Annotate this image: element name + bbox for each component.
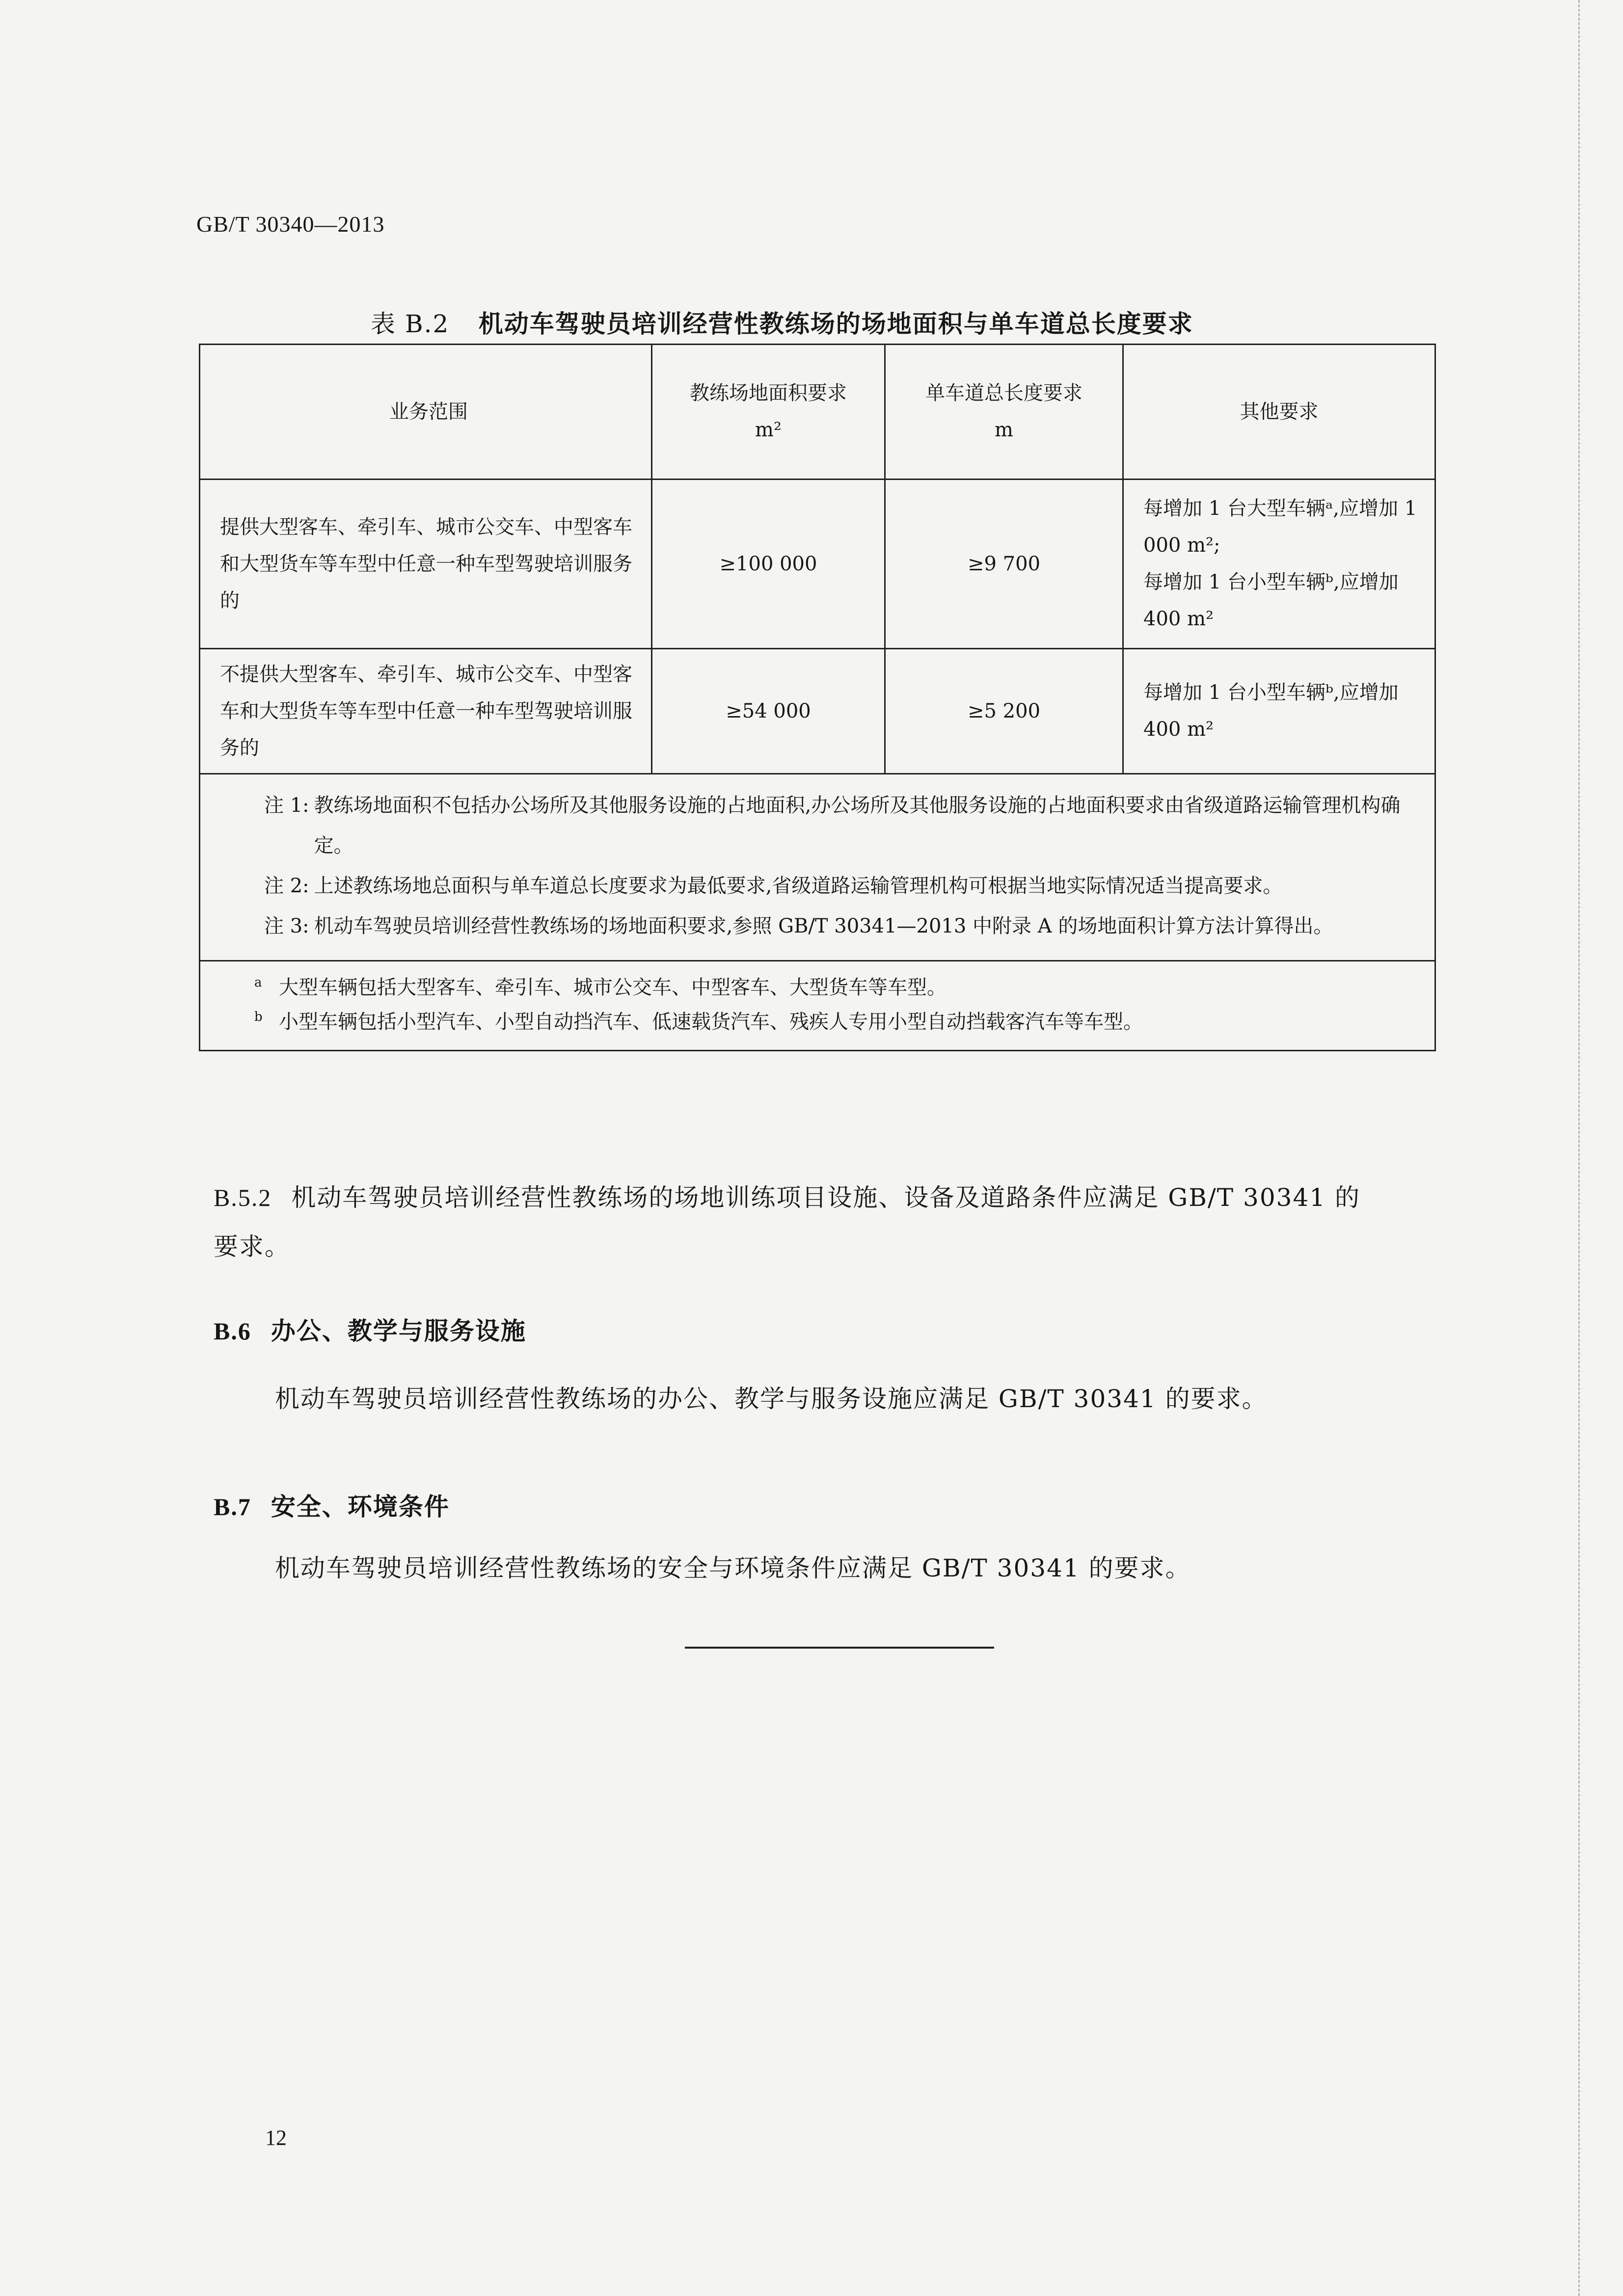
header-area-unit: m² (755, 419, 782, 441)
footnote-b (254, 1005, 1415, 1039)
page-number: 12 (265, 2126, 287, 2150)
clause-b6-number: B.6 (214, 1317, 251, 1345)
footnote-a-mark: a (254, 975, 262, 990)
row2-other (1123, 649, 1435, 774)
table-header-row (200, 345, 1435, 480)
table-title: 机动车驾驶员培训经营性教练场的场地面积与单车道总长度要求 (478, 309, 1193, 338)
footnote-a (254, 970, 1415, 1005)
clause-b7-title: 安全、环境条件 (270, 1492, 450, 1521)
end-rule (685, 1647, 994, 1649)
table-footnotes-row (200, 961, 1435, 1051)
header-other: 其他要求 (1123, 345, 1435, 480)
clause-b52-text-cont: 要求。 (214, 1232, 290, 1261)
clause-b52 (214, 1173, 1441, 1271)
note-2 (264, 866, 1415, 906)
table-caption (371, 304, 1193, 340)
row2-area: ≥54 000 (652, 649, 885, 774)
header-lane-unit: m (995, 419, 1013, 441)
header-area (652, 345, 885, 480)
clause-b52-text: 机动车驾驶员培训经营性教练场的场地训练项目设施、设备及道路条件应满足 GB/T 30341 的 (291, 1183, 1360, 1212)
clause-b7-heading (214, 1487, 450, 1522)
clause-b6-heading (214, 1311, 526, 1347)
requirements-table (199, 344, 1436, 1051)
footnote-a-text: 大型车辆包括大型客车、牵引车、城市公交车、中型客车、大型货车等车型。 (279, 976, 947, 999)
clause-b6-body: 机动车驾驶员培训经营性教练场的办公、教学与服务设施应满足 GB/T 30341 的要求。 (275, 1385, 1268, 1413)
note-3-label: 注 3: (264, 915, 309, 937)
header-area-label: 教练场地面积要求 (690, 382, 847, 404)
row1-lane: ≥9 700 (885, 480, 1123, 649)
clause-b7-number: B.7 (214, 1493, 251, 1521)
row1-area: ≥100 000 (652, 480, 885, 649)
table-footnotes (200, 961, 1435, 1051)
row1-scope: 提供大型客车、牵引车、城市公交车、中型客车和大型货车等车型中任意一种车型驾驶培训服务的 (200, 480, 652, 649)
row1-other (1123, 480, 1435, 649)
note-3-text: 机动车驾驶员培训经营性教练场的场地面积要求,参照 GB/T 30341—2013 中附录 A 的场地面积计算方法计算得出。 (314, 915, 1333, 937)
table-number: 表 B.2 (371, 310, 450, 338)
header-scope: 业务范围 (200, 345, 652, 480)
row2-scope: 不提供大型客车、牵引车、城市公交车、中型客车和大型货车等车型中任意一种车型驾驶培训服务的 (200, 649, 652, 774)
clause-b7-body: 机动车驾驶员培训经营性教练场的安全与环境条件应满足 GB/T 30341 的要求。 (275, 1554, 1191, 1582)
table-row (200, 649, 1435, 774)
clause-b52-number: B.5.2 (214, 1184, 272, 1211)
note-2-text: 上述教练场地总面积与单车道总长度要求为最低要求,省级道路运输管理机构可根据当地实际情况适当提高要求。 (314, 875, 1283, 897)
header-lane-label: 单车道总长度要求 (925, 382, 1082, 404)
table-notes-row (200, 774, 1435, 961)
row2-other-line1: 每增加 1 台小型车辆ᵇ,应增加 400 m² (1143, 681, 1399, 741)
table-notes (200, 774, 1435, 961)
footnote-b-text: 小型车辆包括小型汽车、小型自动挡汽车、低速载货汽车、残疾人专用小型自动挡载客汽车等车型。 (279, 1011, 1143, 1033)
note-1 (264, 785, 1415, 866)
clause-b6-title: 办公、教学与服务设施 (270, 1316, 526, 1345)
note-3 (264, 906, 1415, 946)
header-lane (885, 345, 1123, 480)
standard-code: GB/T 30340—2013 (196, 212, 385, 237)
row2-lane: ≥5 200 (885, 649, 1123, 774)
note-2-label: 注 2: (264, 875, 309, 897)
footnote-b-mark: b (254, 1010, 263, 1024)
note-1-label: 注 1: (264, 794, 309, 817)
note-1-text: 教练场地面积不包括办公场所及其他服务设施的占地面积,办公场所及其他服务设施的占地面积要求由省级道路运输管理机构确定。 (314, 794, 1401, 857)
scan-edge-line (1578, 0, 1583, 2296)
row1-other-line2: 每增加 1 台小型车辆ᵇ,应增加 400 m² (1143, 571, 1399, 630)
row1-other-line1: 每增加 1 台大型车辆ᵃ,应增加 1 000 m²; (1143, 497, 1417, 557)
table-row (200, 480, 1435, 649)
